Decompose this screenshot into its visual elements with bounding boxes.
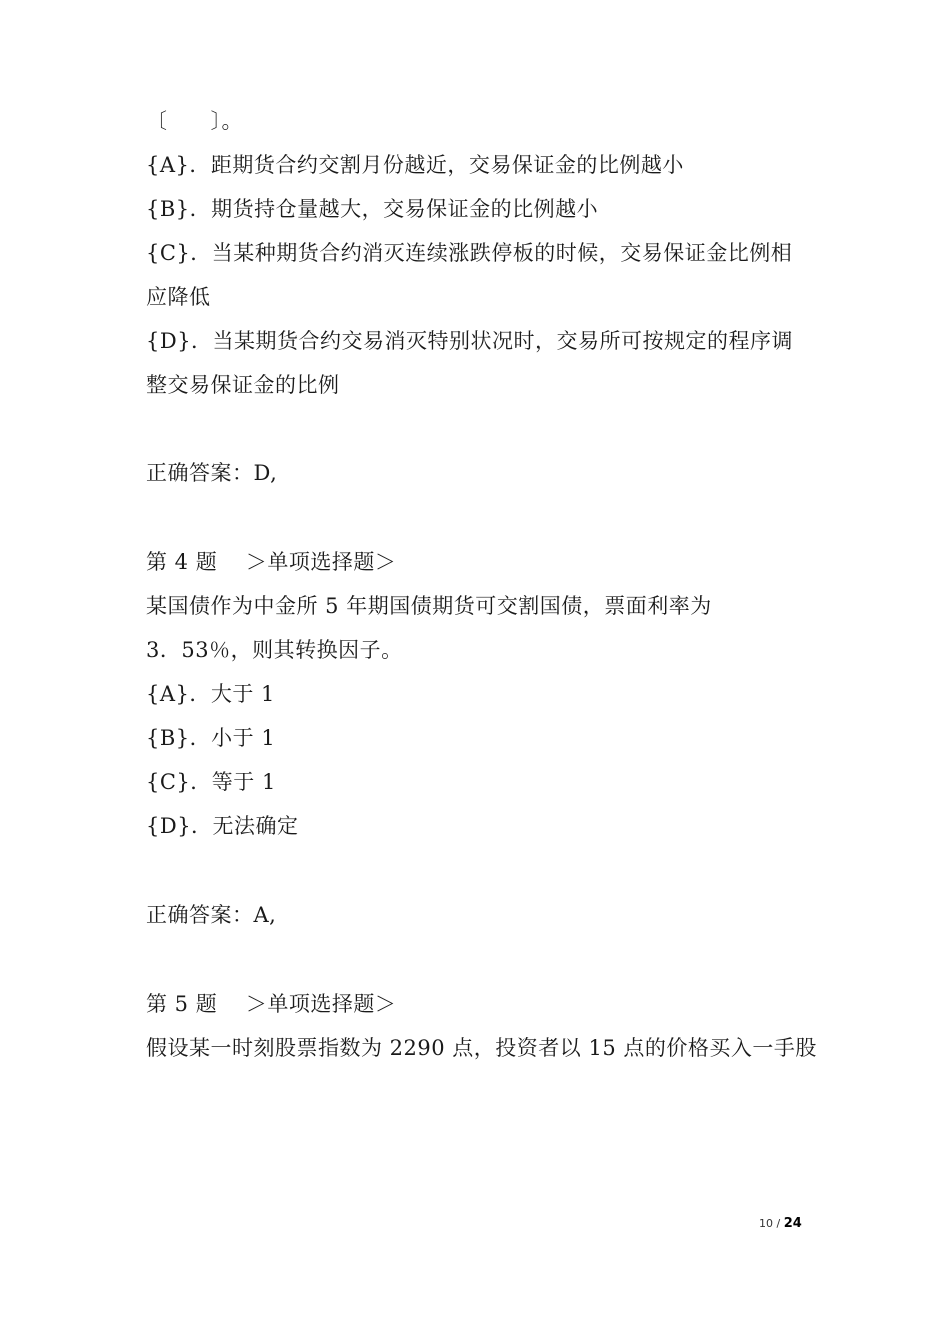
q3-option-c-line1: {C}．当某种期货合约消灭连续涨跌停板的时候，交易保证金比例相	[146, 241, 793, 265]
q4-header: 第 4 题 ＞单项选择题＞	[146, 550, 397, 574]
q5-header: 第 5 题 ＞单项选择题＞	[146, 992, 397, 1016]
page-total: 24	[783, 1216, 802, 1231]
q3-answer: 正确答案：D,	[146, 461, 278, 485]
q3-option-b: {B}．期货持仓量越大，交易保证金的比例越小	[146, 197, 599, 221]
q4-option-c: {C}．等于 1	[146, 770, 276, 794]
q3-option-d-line2: 整交易保证金的比例	[146, 373, 340, 397]
q3-stem-tail: 〔 〕。	[146, 109, 243, 133]
q4-option-d: {D}．无法确定	[146, 814, 299, 838]
q4-answer: 正确答案：A,	[146, 903, 277, 927]
q4-option-b: {B}．小于 1	[146, 726, 276, 750]
q5-stem-line1: 假设某一时刻股票指数为 2290 点，投资者以 15 点的价格买入一手股	[146, 1036, 817, 1060]
q4-stem-line1: 某国债作为中金所 5 年期国债期货可交割国债，票面利率为	[146, 594, 712, 618]
q3-option-d-line1: {D}．当某期货合约交易消灭特别状况时，交易所可按规定的程序调	[146, 329, 794, 353]
page-separator: /	[773, 1217, 784, 1230]
page-number	[759, 1216, 802, 1231]
q4-option-a: {A}．大于 1	[146, 682, 275, 706]
q4-stem-line2: 3．53％，则其转换因子。	[146, 638, 403, 662]
page-current: 10	[759, 1217, 773, 1230]
q3-option-a: {A}．距期货合约交割月份越近，交易保证金的比例越小	[146, 153, 684, 177]
q3-option-c-line2: 应降低	[146, 285, 211, 309]
